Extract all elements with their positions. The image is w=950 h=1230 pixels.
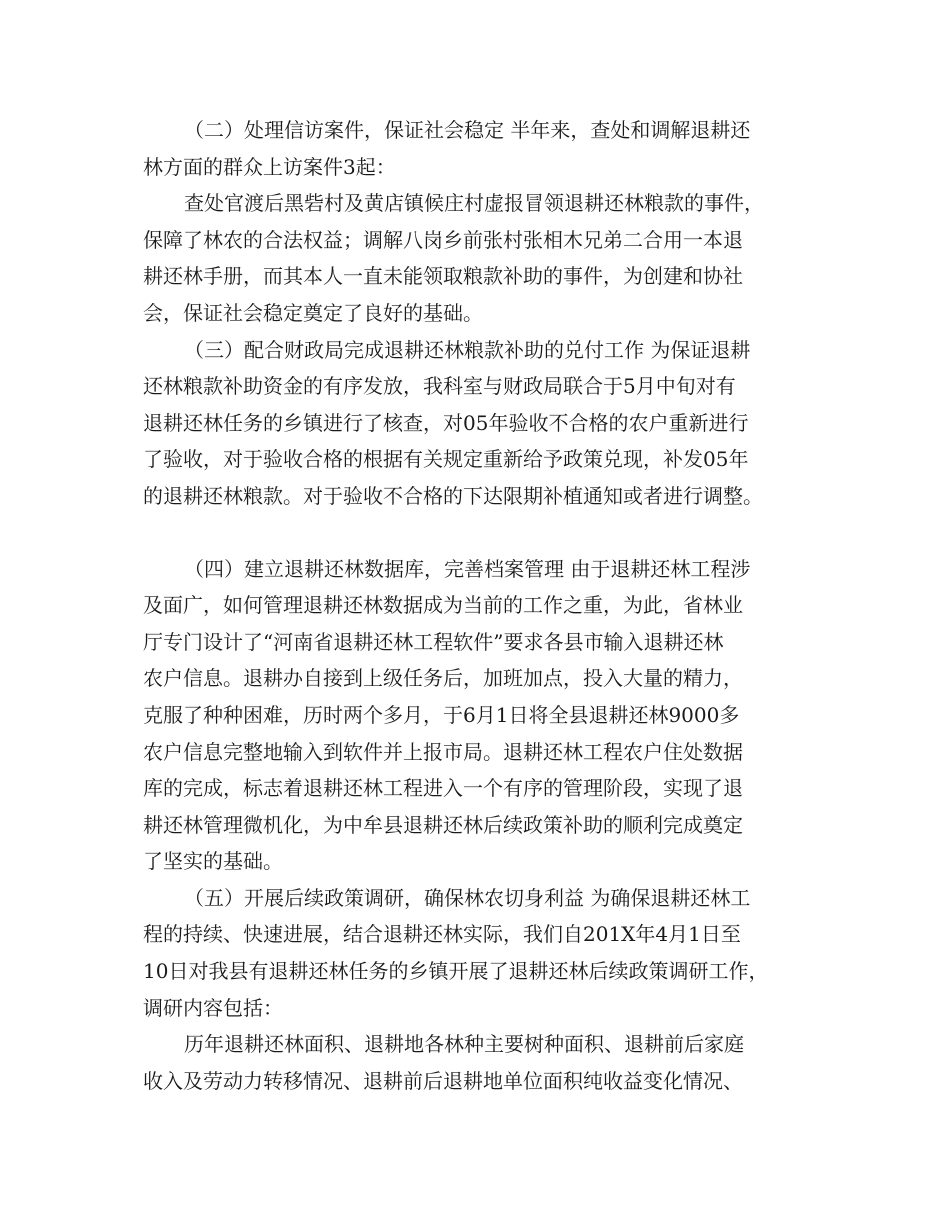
paragraph-line: （五）开展后续政策调研，确保林农切身利益 为确保退耕还林工 (184, 885, 751, 910)
paragraph-line: 历年退耕还林面积、退耕地各林种主要树种面积、退耕前后家庭 (184, 1032, 744, 1057)
paragraph-line: 农户信息。退耕办自接到上级任务后，加班加点，投入大量的精力， (143, 666, 743, 691)
paragraph-line: 克服了种种困难，历时两个多月，于6月1日将全县退耕还林9000多 (143, 702, 740, 727)
paragraph-line: 查处官渡后黑砦村及黄店镇候庄村虚报冒领退耕还林粮款的事件， (184, 191, 764, 216)
paragraph-line: 保障了林农的合法权益；调解八岗乡前张村张相木兄弟二合用一本退 (143, 227, 743, 252)
paragraph-line: 会，保证社会稳定奠定了良好的基础。 (143, 300, 483, 325)
paragraph-section-2-detail (143, 185, 813, 331)
paragraph-section-5 (143, 880, 813, 1026)
paragraph-section-3 (143, 332, 813, 515)
paragraph-line: 耕还林手册，而其本人一直未能领取粮款补助的事件，为创建和协社 (143, 264, 743, 289)
paragraph-line: 库的完成，标志着退耕还林工程进入一个有序的管理阶段，实现了退 (143, 776, 743, 801)
paragraph-section-4 (143, 551, 813, 880)
paragraph-section-2 (143, 112, 813, 185)
paragraph-line: 了验收，对于验收合格的根据有关规定重新给予政策兑现，补发05年 (143, 447, 749, 472)
document-body (143, 112, 813, 1099)
paragraph-line: 调研内容包括： (143, 995, 283, 1020)
paragraph-line: （三）配合财政局完成退耕还林粮款补助的兑付工作 为保证退耕 (184, 337, 751, 362)
paragraph-line: 林方面的群众上访案件3起： (143, 154, 396, 179)
paragraph-line: 退耕还林任务的乡镇进行了核查，对05年验收不合格的农户重新进行 (143, 410, 749, 435)
paragraph-line: 及面广，如何管理退耕还林数据成为当前的工作之重，为此，省林业 (143, 593, 743, 618)
paragraph-line: 的退耕还林粮款。对于验收不合格的下达限期补植通知或者进行调整。 (143, 483, 763, 508)
paragraph-line: 了坚实的基础。 (143, 849, 283, 874)
paragraph-line: （四）建立退耕还林数据库，完善档案管理 由于退耕还林工程涉 (184, 556, 751, 581)
paragraph-line: 厅专门设计了“河南省退耕还林工程软件”要求各县市输入退耕还林 (143, 629, 724, 654)
paragraph-line: 收入及劳动力转移情况、退耕前后退耕地单位面积纯收益变化情况、 (143, 1068, 743, 1093)
paragraph-line: 程的持续、快速进展，结合退耕还林实际，我们自201X年4月1日至 (143, 922, 741, 947)
paragraph-line: 耕还林管理微机化，为中牟县退耕还林后续政策补助的顺利完成奠定 (143, 812, 743, 837)
paragraph-section-5-detail (143, 1026, 813, 1099)
paragraph-line: 10日对我县有退耕还林任务的乡镇开展了退耕还林后续政策调研工作， (143, 959, 769, 984)
paragraph-line: （二）处理信访案件，保证社会稳定 半年来，查处和调解退耕还 (184, 118, 751, 142)
paragraph-spacer (143, 515, 813, 551)
paragraph-line: 农户信息完整地输入到软件并上报市局。退耕还林工程农户住处数据 (143, 739, 743, 764)
paragraph-line: 还林粮款补助资金的有序发放，我科室与财政局联合于5月中旬对有 (143, 374, 736, 399)
